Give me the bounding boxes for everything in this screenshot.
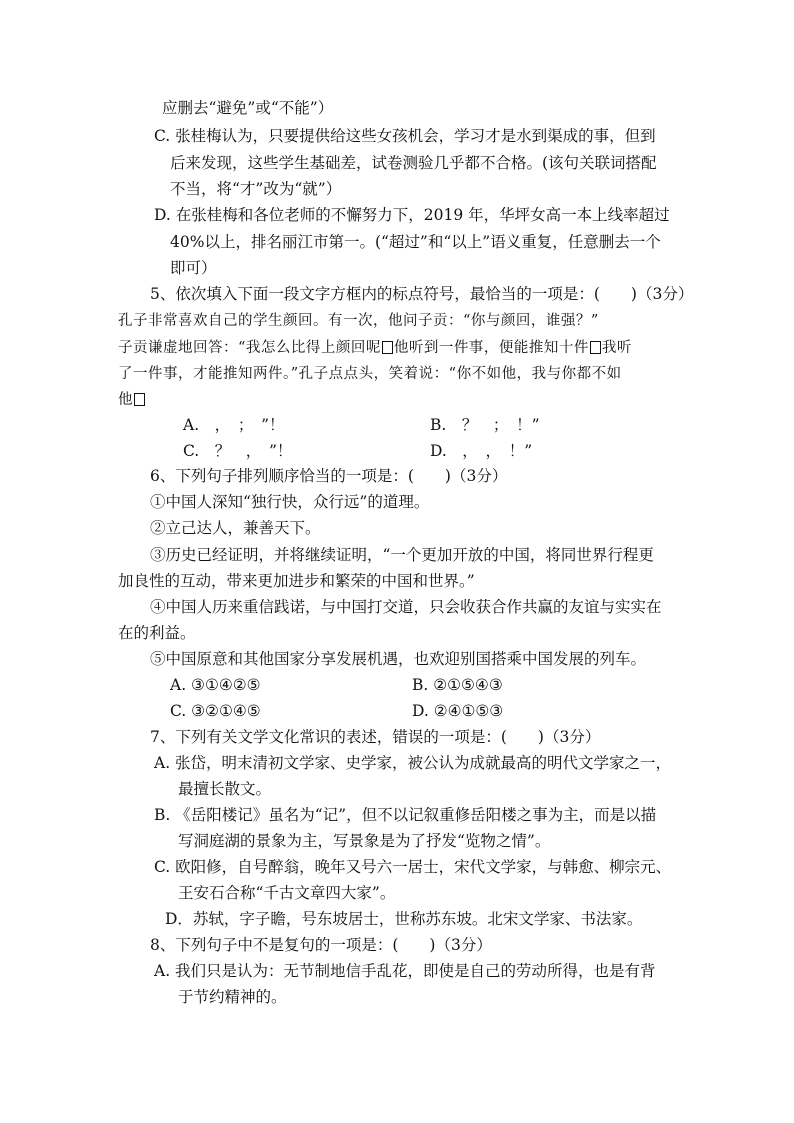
q6-sentence-2: ②立己达人，兼善天下。 [150,519,321,537]
q4-option-d-line2: 40%以上，排名丽江市第一。(“超过”和“以上”语义重复，任意删去一个 [170,233,661,251]
q5-passage-line3: 了一件事，才能推知两件。”孔子点点头，笑着说：“你不如他，我与你都不如 [118,366,622,382]
q6-sentence-3-line2: 加良性的互动，带来更加进步和繁荣的中国和世界。” [118,572,475,590]
q7-option-d: D．苏轼，字子瞻，号东坡居士，世称苏东坡。北宋文学家、书法家。 [165,910,643,928]
q6-option-b: B. ②①⑤④③ [412,676,503,694]
q6-sentence-4-line1: ④中国人历来重信践诺，与中国打交道，只会收获合作共赢的友谊与实实在 [150,598,662,616]
blank-box-3 [134,393,145,406]
q4-option-c-line2: 后来发现，这些学生基础差，试卷测验几乎都不合格。(该句关联词搭配 [170,154,657,172]
q6-option-c: C. ③②①④⑤ [170,702,261,720]
q5-option-b: B. ？ ； ！” [430,416,540,434]
q7-option-b-line1: B. 《岳阳楼记》虽名为“记”，但不以记叙重修岳阳楼之事为主，而是以描 [154,806,657,824]
q5-stem: 5、依次填入下面一段文字方框内的标点符号，最恰当的一项是：( )（3分） [150,285,694,303]
q5-option-c: C. ？ ， ”！ [183,442,293,460]
q8-option-a-line1: A. 我们只是认为：无节制地信手乱花，即使是自己的劳动所得，也是有背 [154,962,656,980]
q8-stem: 8、下列句子中不是复句的一项是：( )（3分） [150,936,492,954]
q4-option-c-line3: 不当，将“才”改为“就”） [170,180,342,198]
q7-stem: 7、下列有关文学文化常识的表述，错误的一项是：( )（3分） [150,728,601,746]
q5-passage-line1: 孔子非常喜欢自己的学生颜回。有一次，他问子贡：“你与颜回，谁强？” [118,313,599,329]
q6-option-d: D. ②④①⑤③ [412,702,504,720]
q5-passage-line4: 他 [118,390,146,410]
q6-option-a: A. ③①④②⑤ [170,676,261,694]
q6-sentence-5: ⑤中国原意和其他国家分享发展机遇，也欢迎别国搭乘中国发展的列车。 [150,650,647,668]
q7-option-a-line2: 最擅长散文。 [178,780,272,798]
q7-option-c-line1: C. 欧阳修，自号醉翁，晚年又号六一居士，宋代文学家，与韩愈、柳宗元、 [154,858,672,876]
q6-sentence-1: ①中国人深知“独行快，众行远”的道理。 [150,493,430,511]
q6-sentence-3-line1: ③历史已经证明，并将继续证明，“一个更加开放的中国，将同世界行程更 [150,546,654,564]
q4-option-c-line1: C. 张桂梅认为，只要提供给这些女孩机会，学习才是水到渠成的事，但到 [154,127,656,145]
q5-option-a: A. ， ； ”！ [183,416,285,434]
q4-b-note-tail: 应删去“避免”或“不能”） [162,99,334,117]
q4-option-d-line3: 即可） [170,259,217,277]
q4-option-d-line1: D. 在张桂梅和各位老师的不懈努力下，2019 年，华坪女高一本上线率超过 [154,206,670,224]
blank-box-2 [590,341,601,354]
blank-box-1 [382,341,393,354]
q7-option-a-line1: A. 张岱，明末清初文学家、史学家，被公认为成就最高的明代文学家之一， [154,754,672,772]
q7-option-c-line2: 王安石合称“千古文章四大家”。 [178,884,396,902]
q8-option-a-line2: 于节约精神的。 [178,988,287,1006]
q5-option-d: D. ， ， ！” [430,442,533,460]
q7-option-b-line2: 写洞庭湖的景象为主，写景象是为了抒发“览物之情”。 [178,832,551,850]
q5-passage-line2: 子贡谦虚地回答：“我怎么比得上颜回呢 他听到一件事，便能推知十件 我听 [118,340,632,356]
q6-stem: 6、下列句子排列顺序恰当的一项是：( )（3分） [150,467,508,485]
q6-sentence-4-line2: 在的利益。 [118,624,196,642]
